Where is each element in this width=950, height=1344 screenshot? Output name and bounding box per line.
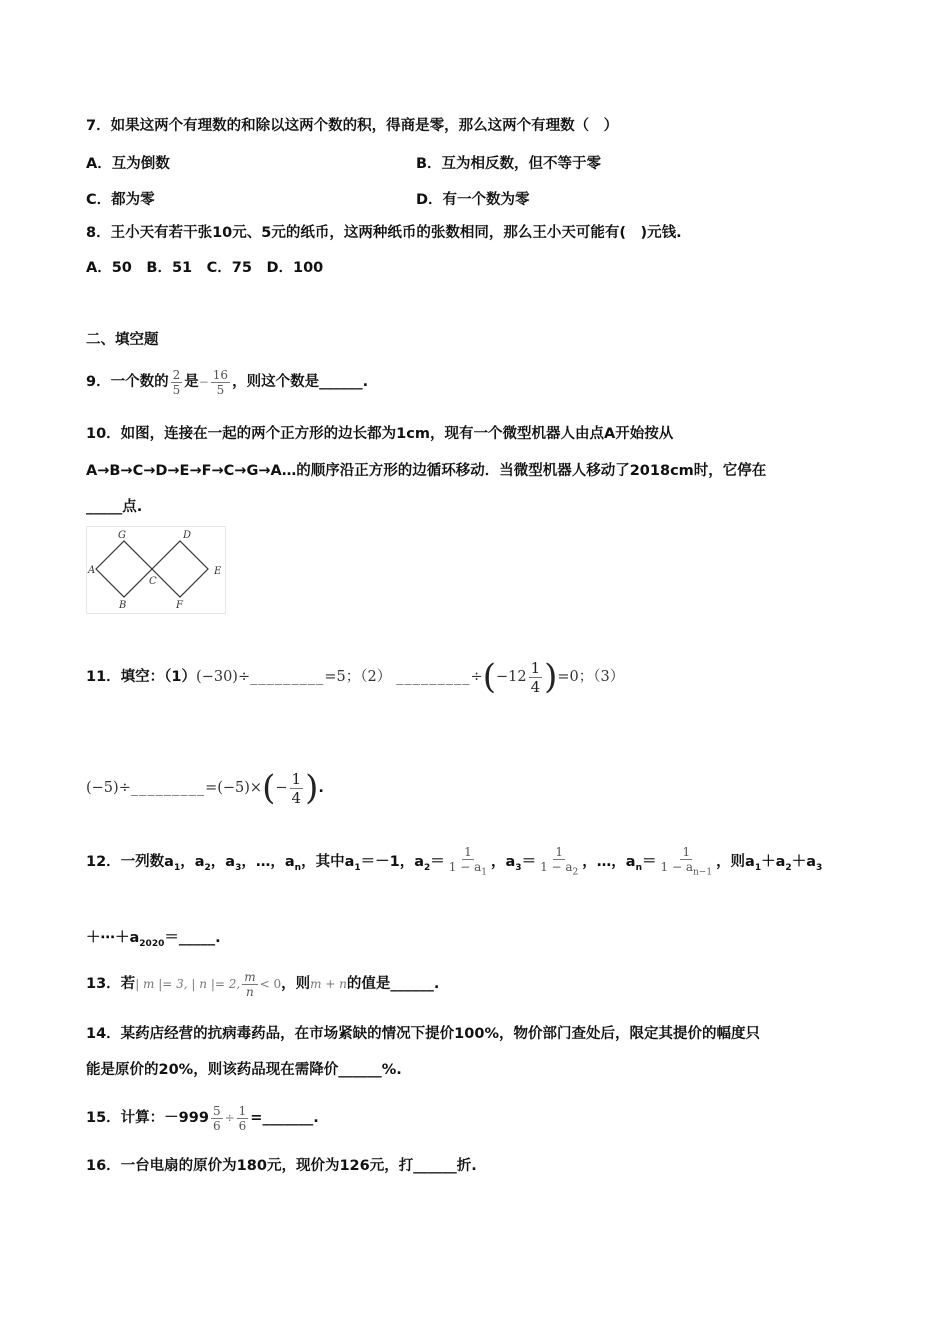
label-b: B [119, 600, 127, 611]
q7-option-d: D．有一个数为零 [416, 192, 530, 208]
two-squares-figure [86, 526, 226, 614]
q15: 15．计算：－999 $\frac{5}{6}$ ÷ $\frac{1}{6}$ =_______. [86, 1103, 319, 1133]
q7-option-b: B．互为相反数，但不等于零 [416, 156, 602, 172]
q11-prefix: 11．填空：（1） [86, 669, 197, 685]
q11-mixed-frac: $\frac{1}{4}$ [530, 658, 541, 696]
q9-fraction-2: $\frac{16}{5}$ [212, 367, 229, 397]
q11-expr-1: (−30)÷ [196, 669, 251, 685]
q10-line-3: _____点. [86, 499, 143, 515]
q9-mid: 是 [184, 374, 199, 390]
q7-stem: 7．如果这两个有理数的和除以这两个数的积，得商是零，那么这两个有理数（ ） [86, 118, 619, 134]
label-g: G [118, 530, 126, 541]
left-square [96, 541, 152, 597]
q12-frac-a3: $\frac{1}{1 - a_2}$ [540, 844, 579, 878]
q11-blank-2: _________ [396, 669, 471, 685]
q14-line-2: 能是原价的20%，则该药品现在需降价______%. [86, 1062, 402, 1078]
q11-blank-3: _________ [130, 780, 206, 796]
q11-mixed-int: −12 [495, 669, 527, 685]
q9-suffix: ，则这个数是______. [232, 374, 369, 390]
q11-expr-2-end: =0；（3） [557, 669, 625, 685]
q8-stem: 8．王小天有若干张10元、5元的纸币，这两种纸币的张数相同，那么王小天可能有( )元钱. [86, 225, 682, 241]
q9-fraction-1: $\frac{2}{5}$ [172, 367, 181, 397]
q9: 9．一个数的 $\frac{2}{5}$ 是− $\frac{16}{5}$ ，则这个数是______. [86, 367, 369, 397]
q13: 13．若| m |= 3, | n |= 2, $\frac{m}{n}$ < 0，则m + n的值是______. [86, 969, 440, 999]
q11-line-2: (−5)÷_________=(−5)×(− $\frac{1}{4}$ ). [86, 768, 324, 808]
right-square [152, 541, 208, 597]
q13-fraction: $\frac{m}{n}$ [244, 969, 256, 999]
q11-expr-1-end: =5；（2） [324, 669, 392, 685]
q15-fraction: $\frac{1}{6}$ [238, 1103, 247, 1133]
label-d: D [183, 530, 192, 541]
label-a: A [88, 565, 96, 576]
q7-option-a: A．互为倒数 [86, 156, 170, 172]
q12-line-1: 12．一列数$a_1$，$a_2$，$a_3$，…，$a_n$，其中$a_1=-1$，$a_2=$ $\frac{1}{1 - a_1}$ ，$a_3=$ $\frac{1}{1 - a_2}$ ，…，$a_n=$ $\frac{1}{1 - a_{n-1}}$ ，则$a_1+a_2+a_3$ [86, 844, 823, 878]
q11-line-1: 11．填空：（1）(−30)÷_________=5；（2） _________÷(−12 $\frac{1}{4}$ )=0；（3） [86, 657, 625, 697]
q16: 16．一台电扇的原价为180元，现价为126元，打______折. [86, 1158, 477, 1174]
q11-div: ÷ [470, 669, 483, 685]
q11-expr-3-mid: =(−5)× [205, 780, 263, 796]
q12-line-2: $+\cdots+a_{2020}=\_\_\_\_\_$. [86, 930, 221, 949]
q7-option-c: C．都为零 [86, 192, 155, 208]
q11-blank-1: _________ [250, 669, 325, 685]
q12-frac-an: $\frac{1}{1 - a_{n-1}}$ [660, 844, 713, 878]
q10-line-2: A→B→C→D→E→F→C→G→A…的顺序沿正方形的边循环移动．当微型机器人移动了2018cm时，它停在 [86, 463, 767, 479]
label-c: C [149, 576, 157, 587]
q14-line-1: 14．某药店经营的抗病毒药品，在市场紧缺的情况下提价100%，物价部门查处后，限定其提价的幅度只 [86, 1026, 760, 1042]
q11-fraction: $\frac{1}{4}$ [291, 769, 302, 807]
q11-expr-3: (−5)÷ [86, 780, 131, 796]
q9-prefix: 9．一个数的 [86, 374, 169, 390]
section-heading: 二、填空题 [86, 332, 159, 348]
label-e: E [214, 566, 222, 577]
q10-line-1: 10．如图，连接在一起的两个正方形的边长都为1cm，现有一个微型机器人由点A开始按从 [86, 426, 674, 442]
label-f: F [176, 600, 183, 611]
q8-options: A．50 B．51 C．75 D．100 [86, 260, 324, 276]
q12-frac-a2: $\frac{1}{1 - a_1}$ [448, 844, 487, 878]
q15-mixed-frac: $\frac{5}{6}$ [212, 1103, 221, 1133]
